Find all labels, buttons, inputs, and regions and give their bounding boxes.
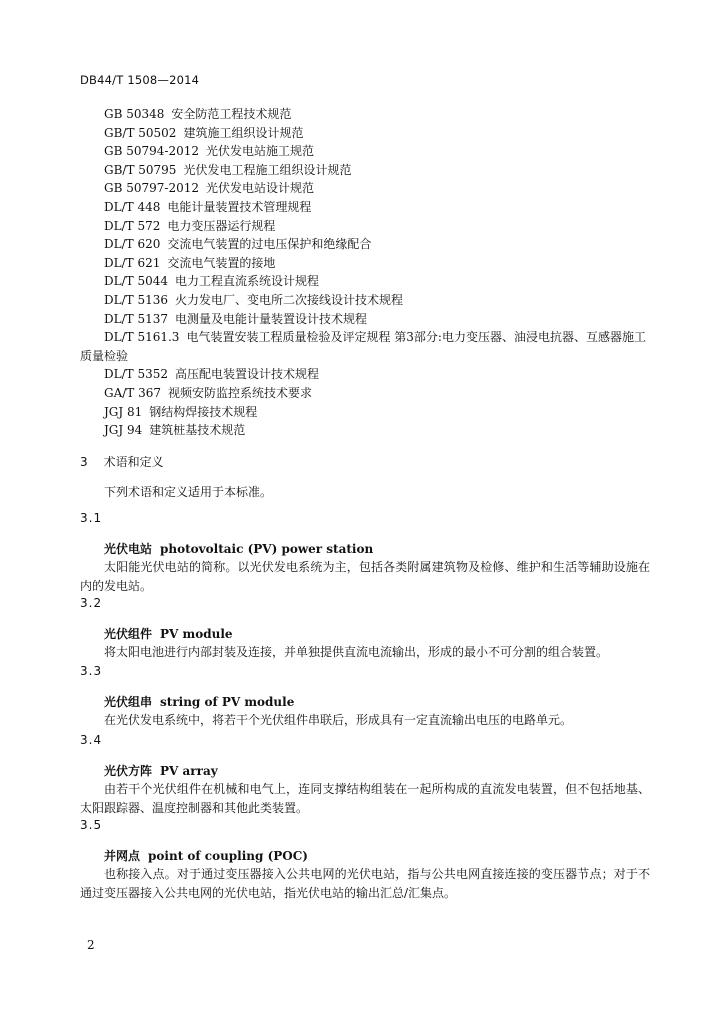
page-number: 2	[87, 938, 95, 952]
term-zh: 光伏组件	[104, 627, 153, 641]
reference-code: GB/T 50502	[104, 125, 177, 140]
reference-code: GB/T 50795	[104, 162, 177, 177]
reference-title: 电力工程直流系统设计规程	[175, 274, 320, 289]
section-number: 3	[80, 455, 88, 469]
reference-title: 钢结构焊接技术规程	[149, 404, 258, 419]
term-entry	[80, 511, 650, 596]
term-entry	[80, 733, 650, 818]
reference-item	[80, 272, 650, 291]
term-title	[80, 541, 650, 558]
reference-item	[80, 161, 650, 180]
reference-title: 火力发电厂、变电所二次接线设计技术规程	[175, 292, 404, 307]
reference-item	[80, 142, 650, 161]
term-en: PV array	[160, 764, 218, 778]
term-definition: 由若干个光伏组件在机械和电气上，连同支撑结构组装在一起所构成的直流发电装置，但不包括地基、太阳跟踪器、温度控制器和其他此类装置。	[80, 782, 650, 815]
reference-code: DL/T 5161.3	[104, 330, 180, 345]
term-number: 3.5	[80, 818, 103, 832]
reference-title: 高压配电装置设计技术规程	[175, 367, 320, 382]
term-entry	[80, 596, 650, 662]
reference-title: 光伏发电工程施工组织设计规范	[183, 162, 352, 177]
reference-code: DL/T 572	[104, 218, 161, 233]
reference-code: DL/T 5137	[104, 311, 168, 326]
reference-title: 视频安防监控系统技术要求	[168, 385, 313, 400]
term-en: PV module	[160, 627, 233, 641]
term-zh: 光伏组串	[104, 695, 153, 709]
reference-code: GB 50794-2012	[104, 144, 199, 159]
reference-title: 建筑施工组织设计规范	[183, 125, 304, 140]
reference-item	[80, 105, 650, 124]
term-title	[80, 848, 650, 865]
term-definition: 太阳能光伏电站的简称。以光伏发电系统为主，包括各类附属建筑物及检修、维护和生活等辅助设施在内的发电站。	[80, 560, 650, 593]
reference-code: DL/T 620	[104, 237, 161, 252]
reference-title: 交流电气装置的接地	[167, 255, 276, 270]
reference-item	[80, 403, 650, 422]
reference-item	[80, 310, 650, 329]
reference-code: DL/T 621	[104, 255, 161, 270]
term-definition: 也称接入点。对于通过变压器接入公共电网的光伏电站，指与公共电网直接连接的变压器节点；对于不通过变压器接入公共电网的光伏电站，指光伏电站的输出汇总/汇集点。	[80, 867, 650, 900]
reference-code: GB 50797-2012	[104, 181, 199, 196]
term-title	[80, 626, 650, 643]
term-title	[80, 694, 650, 711]
term-zh: 光伏方阵	[104, 764, 153, 778]
reference-code: DL/T 5136	[104, 292, 168, 307]
reference-title: 电测量及电能计量装置设计技术规程	[175, 311, 368, 326]
document-code-header: DB44/T 1508—2014	[80, 73, 200, 87]
reference-title: 电能计量装置技术管理规程	[167, 199, 312, 214]
term-entry	[80, 664, 650, 730]
reference-title: 光伏发电站施工规范	[206, 144, 315, 159]
reference-item	[80, 179, 650, 198]
term-number: 3.2	[80, 596, 103, 610]
reference-title: 电力变压器运行规程	[167, 218, 276, 233]
reference-code: DL/T 448	[104, 199, 161, 214]
section-intro: 下列术语和定义适用于本标准。	[104, 485, 273, 499]
reference-item	[80, 217, 650, 236]
reference-code: JGJ 94	[104, 423, 143, 438]
term-number: 3.4	[80, 733, 103, 747]
reference-item	[80, 328, 650, 365]
term-en: string of PV module	[160, 695, 295, 709]
term-definition: 在光伏发电系统中，将若干个光伏组件串联后，形成具有一定直流输出电压的电路单元。	[104, 713, 573, 727]
reference-title: 光伏发电站设计规范	[206, 181, 315, 196]
reference-title: 建筑桩基技术规范	[149, 423, 246, 438]
reference-item	[80, 421, 650, 440]
term-title	[80, 763, 650, 780]
reference-item	[80, 365, 650, 384]
reference-item	[80, 254, 650, 273]
section-heading	[80, 453, 164, 470]
term-en: point of coupling (POC)	[148, 849, 308, 863]
normative-references-list	[80, 105, 650, 440]
reference-item	[80, 124, 650, 143]
reference-title: 安全防范工程技术规范	[171, 107, 292, 121]
reference-title: 交流电气装置的过电压保护和绝缘配合	[167, 237, 372, 252]
term-number: 3.3	[80, 664, 103, 678]
reference-item	[80, 235, 650, 254]
reference-item	[80, 198, 650, 217]
term-number: 3.1	[80, 511, 103, 525]
term-zh: 光伏电站	[104, 542, 153, 556]
reference-title: 电气装置安装工程质量检验及评定规程 第3部分:电力变压器、油浸电抗器、互感器施工质量检验	[80, 330, 646, 363]
reference-code: GB 50348	[104, 107, 165, 121]
reference-code: DL/T 5352	[104, 367, 168, 382]
reference-code: DL/T 5044	[104, 274, 168, 289]
reference-code: JGJ 81	[104, 404, 143, 419]
reference-item	[80, 384, 650, 403]
reference-code: GA/T 367	[104, 385, 162, 400]
reference-item	[80, 291, 650, 310]
term-definition: 将太阳电池进行内部封装及连接，并单独提供直流电流输出，形成的最小不可分割的组合装置。	[104, 645, 609, 659]
term-en: photovoltaic (PV) power station	[160, 542, 374, 556]
section-title: 术语和定义	[103, 455, 164, 469]
term-zh: 并网点	[104, 849, 141, 863]
term-entry	[80, 818, 650, 903]
